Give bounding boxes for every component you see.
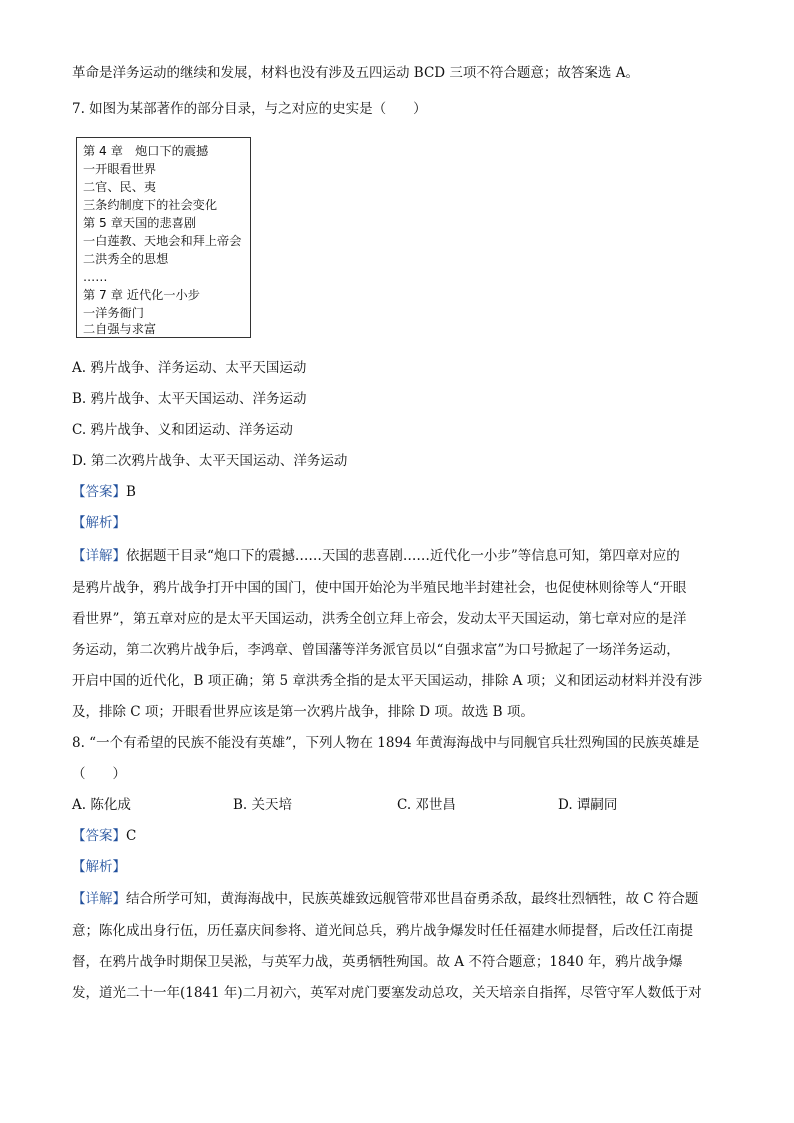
detail-line: 意；陈化成出身行伍，历任嘉庆间参将、道光间总兵，鸦片战争爆发时任任福建水师提督，后改任江南提: [72, 923, 693, 939]
answer-tag: 【答案】: [72, 828, 126, 844]
detail-line: 【详解】结合所学可知，黄海海战中，民族英雄致远舰管带邓世昌奋勇杀敌，最终壮烈牺牲，故 C 符合题: [72, 891, 699, 907]
toc-line: 一白莲教、天地会和拜上帝会: [83, 234, 242, 248]
detail-tag: 【详解】: [72, 548, 126, 564]
toc-line: 第 4 章 炮口下的震撼: [83, 144, 209, 158]
detail-line: 及，排除 C 项；开眼看世界应该是第一次鸦片战争，排除 D 项。故选 B 项。: [72, 704, 534, 720]
toc-line: 一洋务衙门: [83, 306, 144, 320]
question-8-stem: 8. “一个有希望的民族不能没有英雄”，下列人物在 1894 年黄海海战中与同舰官兵壮烈殉国的民族英雄是: [72, 735, 700, 751]
option-b: B. 关天培: [233, 797, 293, 813]
option-c: C. 邓世昌: [397, 797, 456, 813]
detail-line: 【详解】依据题干目录“炮口下的震撼……天国的悲喜剧……近代化一小步”等信息可知，第四章对应的: [72, 548, 680, 564]
analysis-tag: 【解析】: [72, 515, 126, 531]
continuation-line: 革命是洋务运动的继续和发展，材料也没有涉及五四运动 BCD 三项不符合题意；故答案选 A。: [72, 65, 639, 81]
option-a: A. 鸦片战争、洋务运动、太平天国运动: [72, 360, 307, 376]
detail-line: 督，在鸦片战争时期保卫吴淞，与英军力战，英勇牺牲殉国。故 A 不符合题意；1840 年，鸦片战争爆: [72, 954, 683, 970]
toc-line: 一开眼看世界: [83, 162, 157, 176]
toc-line: 三条约制度下的社会变化: [83, 198, 218, 212]
detail-line: 看世界”，第五章对应的是太平天国运动，洪秀全创立拜上帝会，发动太平天国运动，第七章对应的是洋: [72, 611, 687, 627]
detail-tag: 【详解】: [72, 891, 126, 907]
book-table-of-contents: [76, 137, 251, 338]
toc-line: 第 5 章天国的悲喜剧: [83, 216, 197, 230]
toc-line: 二自强与求富: [83, 322, 157, 336]
detail-line: 务运动，第二次鸦片战争后，李鸿章、曾国藩等洋务派官员以“自强求富”为口号掀起了一场洋务运动，: [72, 642, 680, 658]
answer-value: C: [126, 828, 137, 844]
detail-line: 发，道光二十一年(1841 年)二月初六，英军对虎门要塞发动总攻，关天培亲自指挥，尽管守军人数低于对: [72, 985, 702, 1001]
detail-line: 开启中国的近代化，B 项正确；第 5 章洪秀全指的是太平天国运动，排除 A 项；义和团运动材料并没有涉: [72, 673, 703, 689]
question-7-stem: 7. 如图为某部著作的部分目录，与之对应的史实是（ ）: [72, 101, 427, 117]
answer-line: [72, 482, 136, 502]
toc-line: 第 7 章 近代化一小步: [83, 288, 200, 302]
option-b: B. 鸦片战争、太平天国运动、洋务运动: [72, 391, 307, 407]
answer-tag: 【答案】: [72, 484, 126, 500]
answer-line: [72, 826, 136, 846]
toc-line: 二洪秀全的思想: [83, 252, 169, 266]
toc-line: ……: [83, 270, 108, 284]
option-d: D. 第二次鸦片战争、太平天国运动、洋务运动: [72, 453, 348, 469]
detail-line: 是鸦片战争，鸦片战争打开中国的国门，使中国开始沦为半殖民地半封建社会，也促使林则徐等人“开眼: [72, 580, 687, 596]
option-a: A. 陈化成: [72, 797, 131, 813]
question-8-stem-bracket: （ ）: [72, 766, 126, 782]
option-d: D. 谭嗣同: [558, 797, 618, 813]
analysis-tag: 【解析】: [72, 859, 126, 875]
answer-value: B: [126, 484, 136, 500]
option-c: C. 鸦片战争、义和团运动、洋务运动: [72, 422, 293, 438]
toc-line: 二官、民、夷: [83, 180, 157, 194]
